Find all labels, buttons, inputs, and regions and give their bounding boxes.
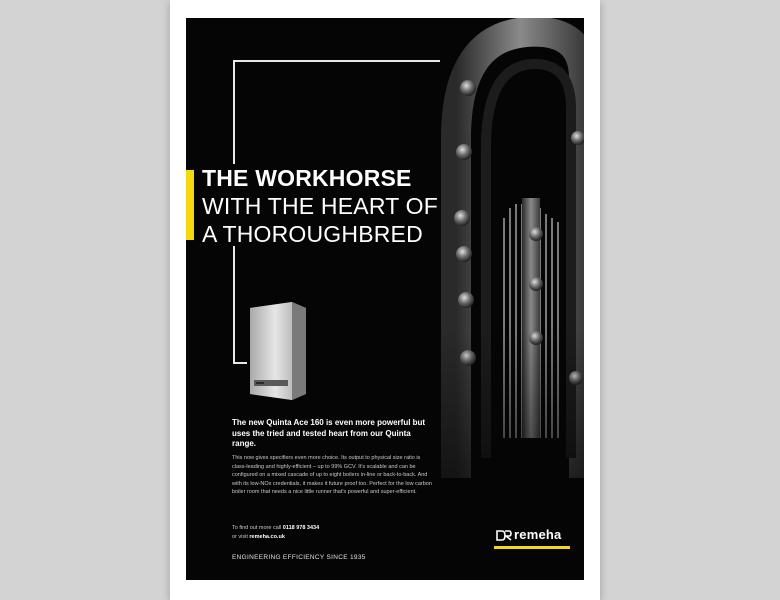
- frame-line-left-lower: [233, 246, 235, 364]
- accent-bar: [186, 170, 194, 240]
- frame-line-bottom: [233, 362, 247, 364]
- brand-name: remeha: [514, 527, 562, 542]
- call-prefix: To find out more call: [232, 525, 282, 531]
- remeha-logo: [494, 524, 570, 550]
- advert-page: [186, 18, 584, 580]
- logo-underline: [494, 546, 570, 549]
- headline-line-3: A THOROUGHBRED: [202, 221, 423, 247]
- tagline: ENGINEERING EFFICIENCY SINCE 1935: [232, 554, 366, 561]
- remeha-mark-icon: [496, 530, 512, 541]
- frame-line-top: [233, 60, 440, 62]
- body-paragraph: This now gives specifiers even more choice. Its output to physical size ratio is class-leading and highly-efficient – up to 99% GCV. It's scalable and can be configured on a mixed cascade of up to eight boilers in-line or back-to-back. And with its low-NOx credentials, it makes it future proof too. Perfect for the low carbon boiler room that needs a nice little runner that's powerful and super-efficient.: [232, 455, 432, 495]
- wall-mounted-boiler-image: [246, 302, 316, 402]
- lead-paragraph: The new Quinta Ace 160 is even more powerful but uses the tried and tested heart from our Quinta range.: [232, 418, 426, 448]
- visit-prefix: or visit: [232, 533, 248, 540]
- website-link[interactable]: remeha.co.uk: [249, 533, 285, 540]
- headline-line-2: WITH THE HEART OF: [202, 193, 438, 219]
- headline-line-1: THE WORKHORSE: [202, 165, 412, 191]
- frame-line-left-upper: [233, 60, 235, 164]
- contact-info: [232, 524, 432, 541]
- phone-number[interactable]: 0118 978 3434: [282, 525, 320, 531]
- headline: [202, 164, 462, 248]
